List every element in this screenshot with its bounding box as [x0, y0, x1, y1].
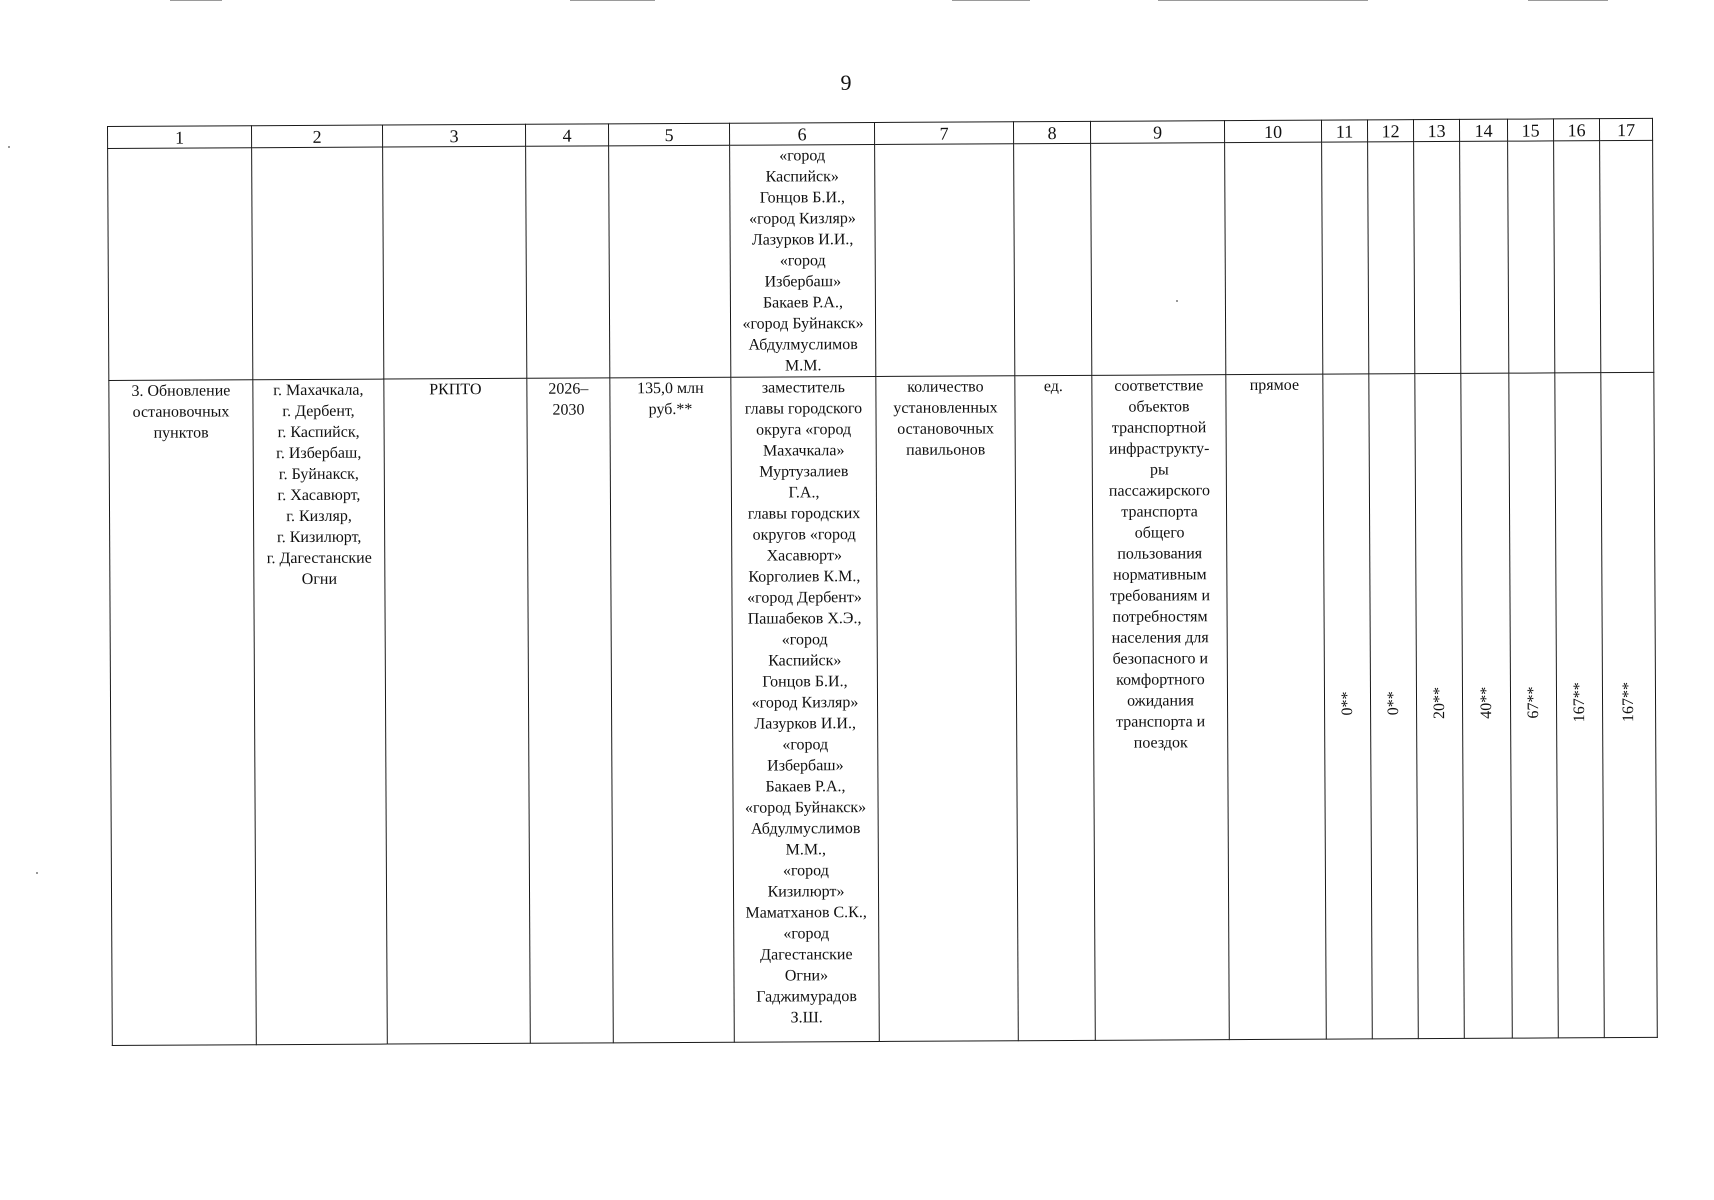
indicator-value: 0** [1338, 691, 1356, 716]
program-measures-table [107, 118, 1658, 1046]
empty-cell [1554, 141, 1601, 373]
column-number-4: 4 [525, 124, 608, 146]
column-number-1: 1 [108, 126, 252, 149]
scan-edge-mark [952, 0, 1030, 1]
empty-cell [1600, 140, 1654, 372]
empty-cell [1091, 143, 1226, 376]
empty-cell [875, 144, 1015, 377]
responsible-officials: заместитель главы городского округа «город Махачкала» Муртузалиев Г.А., главы городских округов «город Хасавюрт» Корголиев К.М., «город Дербент» Пашабеков Х.Э., «город Каспийск» Гонцов Б.И., «город Кизляр» Лазурков И.И., «город Избербаш» Бакаев Р.А., «город Буйнакск» Абдулмуслимов М.М., «город Кизилюрт» Маматханов С.К., «город Дагестанские Огни» Гаджимурадов З.Ш. [731, 376, 879, 1042]
empty-cell [609, 145, 731, 378]
indicator-value: 40** [1477, 686, 1495, 719]
indicator-value-cell [1461, 373, 1512, 1038]
indicator-value-cell [1323, 374, 1372, 1039]
column-number-17: 17 [1599, 118, 1652, 140]
scan-edge-mark [570, 0, 655, 1]
empty-cell [252, 147, 384, 380]
indicator-value: 67** [1524, 686, 1542, 719]
table-row [109, 372, 1657, 1045]
empty-cell [1414, 141, 1461, 373]
column-number-7: 7 [874, 122, 1013, 145]
empty-cell [108, 148, 253, 381]
scan-edge-mark [170, 0, 222, 1]
empty-cell [1508, 141, 1555, 373]
column-number-8: 8 [1013, 121, 1090, 143]
indicator-value-cell [1601, 372, 1657, 1037]
indicator-value-cell [1369, 374, 1418, 1039]
indicator-value: 167** [1570, 682, 1588, 723]
executor: РКПТО [384, 378, 530, 1044]
column-number-11: 11 [1321, 120, 1367, 142]
funding-amount: 135,0 млн руб.** [610, 377, 734, 1043]
scan-speck [8, 146, 10, 148]
scan-edge-mark [1528, 0, 1608, 1]
empty-cell [526, 146, 610, 378]
column-number-6: 6 [729, 122, 874, 145]
column-number-16: 16 [1553, 119, 1599, 141]
indicator-value: 167** [1619, 681, 1638, 723]
empty-cell [383, 146, 527, 379]
unit-of-measure: ед. [1015, 375, 1095, 1040]
indicator-value-cell [1415, 373, 1464, 1038]
scan-edge-mark [1158, 0, 1368, 1]
locations: г. Махачкала, г. Дербент, г. Каспийск, г. Избербаш, г. Буйнакск, г. Хасавюрт, г. Кизляр, г. Кизилюрт, г. Дагестанские Огни [253, 379, 387, 1045]
column-number-5: 5 [608, 123, 729, 146]
empty-cell [1460, 141, 1509, 373]
effect-type: прямое [1226, 374, 1326, 1039]
activity-name: 3. Обновление остановочных пунктов [109, 380, 256, 1046]
empty-cell [1225, 142, 1323, 375]
empty-cell [1014, 143, 1092, 375]
empty-cell [1368, 142, 1415, 374]
indicator-name: количество установленных остановочных павильонов [876, 376, 1018, 1042]
column-number-3: 3 [382, 124, 525, 147]
indicator-value: 20** [1430, 686, 1448, 720]
continuation-row [108, 140, 1654, 380]
page-number: 9 [840, 70, 852, 95]
column-number-12: 12 [1367, 120, 1413, 142]
column-number-15: 15 [1507, 119, 1553, 141]
indicator-value-cell [1555, 373, 1604, 1038]
column-number-14: 14 [1459, 119, 1507, 141]
empty-cell [1322, 142, 1369, 374]
indicator-value: 0** [1384, 691, 1402, 716]
responsible-officials-continued: «город Каспийск» Гонцов Б.И., «город Кизляр» Лазурков И.И., «город Избербаш» Бакаев Р.А., «город Буйнакск» Абдулмуслимов М.М. [730, 144, 876, 377]
column-number-13: 13 [1413, 119, 1459, 141]
goal-description: соответствие объектов транспортной инфраструкту- ры пассажирского транспорта общего пользования нормативным требованиям и потребностям населения для безопасного и комфортного ожидания транспорта и поездок [1092, 375, 1229, 1041]
scan-speck [1176, 300, 1178, 302]
column-number-10: 10 [1224, 120, 1321, 143]
scan-speck [36, 872, 38, 874]
implementation-period: 2026– 2030 [527, 378, 613, 1043]
indicator-value-cell [1509, 373, 1558, 1038]
column-number-2: 2 [252, 125, 383, 148]
column-number-9: 9 [1090, 121, 1224, 144]
